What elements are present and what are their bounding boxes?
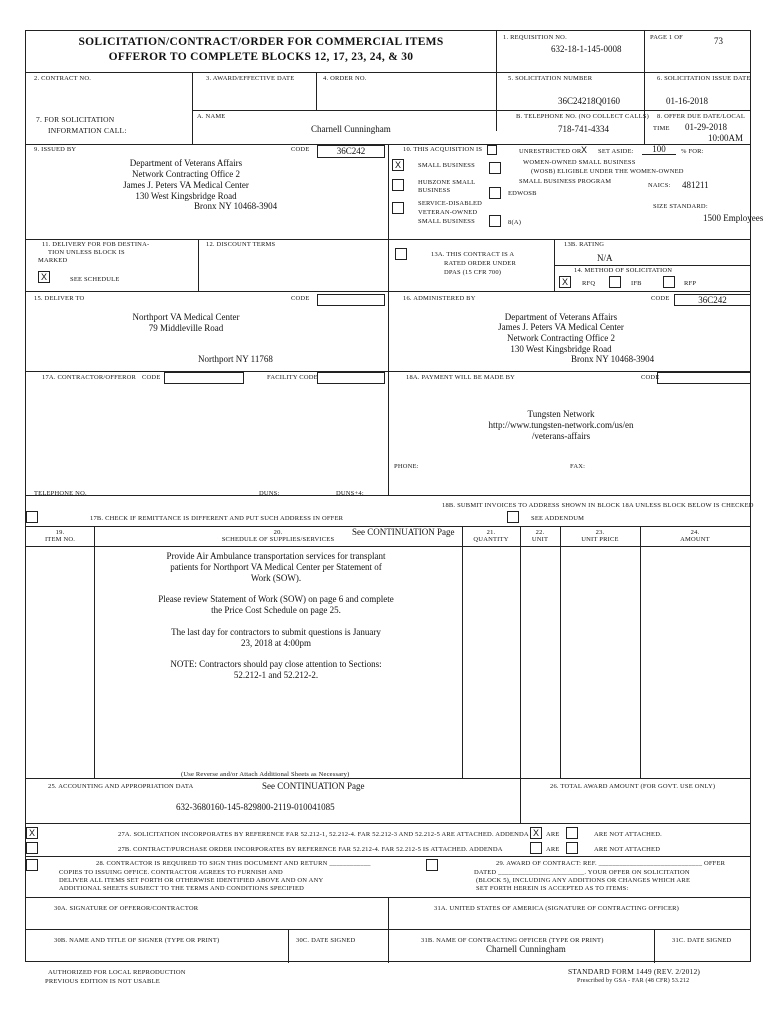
offer-due-date: 01-29-2018 [685,122,727,132]
issued-by-line: 130 West Kingsbridge Road [135,191,237,201]
payment-url: http://www.tungsten-network.com/us/en [488,420,634,430]
issued-by-label: 9. ISSUED BY [34,146,77,153]
addendum-label: SEE ADDENDUM [531,515,585,522]
edwosb-label: EDWOSB [508,190,537,197]
unrestricted-label: UNRESTRICTED OR [519,148,582,155]
col-schedule-label: SCHEDULE OF SUPPLIES/SERVICES [221,536,335,543]
col-amount-label: AMOUNT [680,536,710,543]
fob-label-3: MARKED [38,257,68,264]
footer-previous-edition: PREVIOUS EDITION IS NOT USABLE [45,978,160,985]
eight-a-checkbox[interactable] [489,215,501,227]
sdvosb-label-3: SMALL BUSINESS [418,218,475,225]
contractor-code-label: CODE [142,374,161,381]
contractor-label: 17A. CONTRACTOR/OFFEROR [42,374,137,381]
payment-line: /veterans-affairs [531,431,591,441]
remittance-label: 17B. CHECK IF REMITTANCE IS DIFFERENT AND PUT SUCH ADDRESS IN OFFER [90,515,344,522]
deliver-to-line: Northport VA Medical Center [132,312,240,322]
administered-by-line: Network Contracting Office 2 [506,333,616,343]
info-call-label-1: 7. FOR SOLICITATION [36,115,115,124]
form-title-line2: OFFEROR TO COMPLETE BLOCKS 12, 17, 23, 24, & 30 [108,51,414,63]
block29-line: SET FORTH HEREIN IS ACCEPTED AS TO ITEMS: [476,885,629,892]
issued-by-line: Department of Veterans Affairs [129,158,243,168]
wosb-checkbox[interactable] [489,162,501,174]
addenda-are-not-label: ARE NOT ATTACHED. [594,831,662,838]
contact-name-label: A. NAME [197,113,226,120]
deliver-to-line: 79 Middleville Road [148,323,224,333]
issued-by-line: James J. Peters VA Medical Center [123,180,249,190]
sf1449-form [25,30,764,962]
set-aside-checkbox[interactable]: X [580,145,587,155]
addenda-b-are-label: ARE [546,846,560,853]
dpas-label-3: DPAS (15 CFR 700) [444,269,502,276]
offeror-signature-label: 30A. SIGNATURE OF OFFEROR/CONTRACTOR [54,905,199,912]
wosb-label: WOMEN-OWNED SMALL BUSINESS [523,159,636,166]
info-call-label-2: INFORMATION CALL: [48,126,127,135]
addenda-are-not-checkbox[interactable] [566,827,578,839]
far-27b-text: 27B. CONTRACT/PURCHASE ORDER INCORPORATES BY REFERENCE FAR 52.212-4. FAR 52.212-5 IS ATTACHED. ADDENDA [118,846,503,853]
facility-code-field[interactable] [317,372,385,384]
set-aside-label: SET ASIDE: [598,148,634,155]
officer-date-label: 31C. DATE SIGNED [672,937,732,944]
administered-by-line: Department of Veterans Affairs [504,312,618,322]
small-business-checkbox[interactable]: X [392,159,404,171]
col-unit-price: 23. [595,529,605,536]
dpas-label-1: 13A. THIS CONTRACT IS A [431,251,515,258]
description-line: NOTE: Contractors should pay close attention to Sections: [170,659,382,669]
description-line: The last day for contractors to submit questions is January [171,627,381,637]
payment-code-field [657,372,750,384]
method-label: 14. METHOD OF SOLICITATION [574,267,673,274]
ifb-label: IFB [631,280,642,287]
hubzone-label-2: BUSINESS [418,187,451,194]
order-no-label: 4. ORDER NO. [323,75,367,82]
offeror-date-label: 30C. DATE SIGNED [296,937,356,944]
block29-line: 29. AWARD OF CONTRACT: REF. ______________________________ OFFER [496,860,726,867]
rating-value: N/A [597,253,613,263]
footer-form-number: STANDARD FORM 1449 (REV. 2/2012) [568,967,701,976]
duns4-label: DUNS+4: [336,490,364,497]
time-label: TIME [653,125,670,132]
description-line: the Price Cost Schedule on page 25. [211,605,341,615]
contractor-sign-checkbox[interactable] [26,859,38,871]
facility-code-label: FACILITY CODE [267,374,318,381]
duns-label: DUNS: [259,490,280,497]
description-line: 52.212-1 and 52.212-2. [233,670,319,680]
far-27b-checkbox[interactable] [26,842,38,854]
far-27a-checkbox[interactable]: X [26,827,38,839]
administered-by-line: James J. Peters VA Medical Center [498,322,624,332]
hubzone-checkbox[interactable] [392,179,404,191]
footer-prescribed: Prescribed by GSA - FAR (48 CFR) 53.212 [577,978,690,984]
issued-by-code-label: CODE [291,146,310,153]
award-date-label: 3. AWARD/EFFECTIVE DATE [206,75,295,82]
administered-code: 36C242 [674,294,750,306]
payment-phone-label: PHONE: [394,463,419,470]
issued-by-city: Bronx NY 10468-3904 [194,201,278,211]
dpas-label-2: RATED ORDER UNDER [444,260,517,267]
rfq-checkbox[interactable]: X [559,276,571,288]
see-schedule-checkbox[interactable]: X [38,271,50,283]
rfp-label: RFP [684,280,697,287]
contact-phone-label: B. TELEPHONE NO. (NO COLLECT CALLS) [516,113,649,120]
accounting-data: 632-3680160-145-829800-2119-010041085 [176,802,335,812]
small-business-label: SMALL BUSINESS [418,162,475,169]
sdvosb-label: SERVICE-DISABLED [418,200,483,207]
page-total: 73 [714,36,723,46]
block28-line: ADDITIONAL SHEETS SUBJECT TO THE TERMS AND CONDITIONS SPECIFIED [59,885,305,892]
naics-code: 481211 [682,180,709,190]
contact-phone: 718-741-4334 [558,124,609,134]
addenda-b-are-not-label: ARE NOT ATTACHED [594,846,661,853]
payment-by-label: 18A. PAYMENT WILL BE MADE BY [406,374,516,381]
continuation-note: See CONTINUATION Page [352,527,455,537]
rfp-checkbox[interactable] [663,276,675,288]
rating-label: 13B. RATING [564,241,605,248]
issue-date-label: 6. SOLICITATION ISSUE DATE [657,75,751,82]
edwosb-checkbox[interactable] [489,187,501,199]
col-schedule: 20. [273,529,283,536]
administered-by-line: 130 West Kingsbridge Road [510,344,612,354]
administered-by-city: Bronx NY 10468-3904 [571,354,655,364]
requisition-number: 632-18-1-145-0008 [551,44,622,54]
officer-signature-label: 31A. UNITED STATES OF AMERICA (SIGNATURE OF CONTRACTING OFFICER) [434,905,680,912]
solicitation-number: 36C24218Q0160 [558,96,621,106]
officer-name-label: 31B. NAME OF CONTRACTING OFFICER (TYPE OR PRINT) [421,937,604,944]
contract-no-label: 2. CONTRACT NO. [34,75,92,82]
administered-code-label: CODE [651,295,670,302]
block28-line: DELIVER ALL ITEMS SET FORTH OR OTHERWISE IDENTIFIED ABOVE AND ON ANY [59,877,324,884]
footer-authorized: AUTHORIZED FOR LOCAL REPRODUCTION [48,969,186,976]
officer-name: Charnell Cunningham [486,944,566,954]
addenda-are-checkbox[interactable]: X [530,827,542,839]
offer-due-label: 8. OFFER DUE DATE/LOCAL [657,113,746,120]
contact-name: Charnell Cunningham [311,124,391,134]
discount-terms-label: 12. DISCOUNT TERMS [206,241,276,248]
deliver-to-code-label: CODE [291,295,310,302]
far-27a-text: 27A. SOLICITATION INCORPORATES BY REFERENCE FAR 52.212-1, 52.212-4. FAR 52.212-3 AND 52.212-5 ARE ATTACHED. ADDENDA [118,831,529,838]
block29-line: DATED _________________________. YOUR OFFER ON SOLICITATION [474,869,690,876]
unrestricted-checkbox[interactable] [487,145,497,155]
total-award-label: 26. TOTAL AWARD AMOUNT (FOR GOVT. USE ONLY) [550,783,716,790]
description-line: 23, 2018 at 4:00pm [241,638,311,648]
block29-line: (BLOCK 5), INCLUDING ANY ADDITIONS OR CHANGES WHICH ARE [476,877,691,884]
issued-by-line: Network Contracting Office 2 [131,169,241,179]
reverse-note: (Use Reverse and/or Attach Additional Sheets as Necessary) [181,771,350,778]
sdvosb-checkbox[interactable] [392,202,404,214]
award-checkbox[interactable] [426,859,438,871]
solicitation-number-label: 5. SOLICITATION NUMBER [508,75,593,82]
col-quantity: 21. [486,529,496,536]
addenda-are-label: ARE [546,831,560,838]
accounting-continuation: See CONTINUATION Page [262,781,365,791]
contractor-code-field[interactable] [164,372,244,384]
fob-label-2: TION UNLESS BLOCK IS [48,249,125,256]
wosb-label-2: (WOSB) ELIGIBLE UNDER THE WOMEN-OWNED [531,168,684,175]
rfq-label: RFQ [582,280,596,287]
size-standard: 1500 Employees [703,213,764,223]
description-line: Provide Air Ambulance transportation services for transplant [166,551,386,561]
administered-by-label: 16. ADMINISTERED BY [403,295,476,302]
size-standard-label: SIZE STANDARD: [653,203,708,210]
ifb-checkbox[interactable] [609,276,621,288]
accounting-label: 25. ACCOUNTING AND APPROPRIATION DATA [48,783,194,790]
description-line: patients for Northport VA Medical Center per Statement of [170,562,382,572]
form-title-line1: SOLICITATION/CONTRACT/ORDER FOR COMMERCIAL ITEMS [78,36,444,48]
addendum-checkbox[interactable] [507,511,519,523]
addenda-b-are-not-checkbox[interactable] [566,842,578,854]
block28-line: COPIES TO ISSUING OFFICE. CONTRACTOR AGREES TO FURNISH AND [59,869,283,876]
wosb-label-3: SMALL BUSINESS PROGRAM [519,178,612,185]
eight-a-label: 8(A) [508,219,522,226]
see-schedule-label: SEE SCHEDULE [70,276,120,283]
sdvosb-label-2: VETERAN-OWNED [418,209,478,216]
col-item-no-label: ITEM NO. [44,536,76,543]
deliver-to-city: Northport NY 11768 [198,354,273,364]
dpas-checkbox[interactable] [395,248,407,260]
signer-name-label: 30B. NAME AND TITLE OF SIGNER (TYPE OR PRINT) [54,937,220,944]
col-amount: 24. [690,529,700,536]
offer-due-time: 10:00AM [708,133,744,143]
remittance-checkbox[interactable] [26,511,38,523]
payment-line: Tungsten Network [527,409,595,419]
col-item-no: 19. [55,529,65,536]
page-label: PAGE 1 OF [650,34,683,41]
description-line: Please review Statement of Work (SOW) on page 6 and complete [158,594,394,604]
percent-for-label: % FOR: [681,148,704,155]
issue-date: 01-16-2018 [666,96,708,106]
acquisition-label: 10. THIS ACQUISITION IS [403,146,483,153]
description-line: Work (SOW). [250,573,302,583]
hubzone-label: HUBZONE SMALL [418,179,476,186]
col-unit-price-label: UNIT PRICE [581,536,619,543]
requisition-label: 1. REQUISITION NO. [503,34,567,41]
addenda-b-are-checkbox[interactable] [530,842,542,854]
block28-line: 28. CONTRACTOR IS REQUIRED TO SIGN THIS DOCUMENT AND RETURN ____________ [96,860,371,867]
set-aside-percent: 100 [642,144,676,155]
telephone-label: TELEPHONE NO. [34,490,87,497]
payment-fax-label: FAX: [570,463,586,470]
naics-label: NAICS: [648,182,671,189]
payment-code-label: CODE [641,374,660,381]
col-quantity-label: QUANTITY [473,536,509,543]
submit-invoices-label: 18B. SUBMIT INVOICES TO ADDRESS SHOWN IN BLOCK 18A UNLESS BLOCK BELOW IS CHECKED [442,502,754,509]
col-unit-label: UNIT [531,536,549,543]
deliver-to-code [317,294,385,306]
fob-label-1: 11. DELIVERY FOR FOB DESTINA- [42,241,150,248]
col-unit: 22. [535,529,545,536]
issued-by-code: 36C242 [317,145,385,158]
deliver-to-label: 15. DELIVER TO [34,295,85,302]
